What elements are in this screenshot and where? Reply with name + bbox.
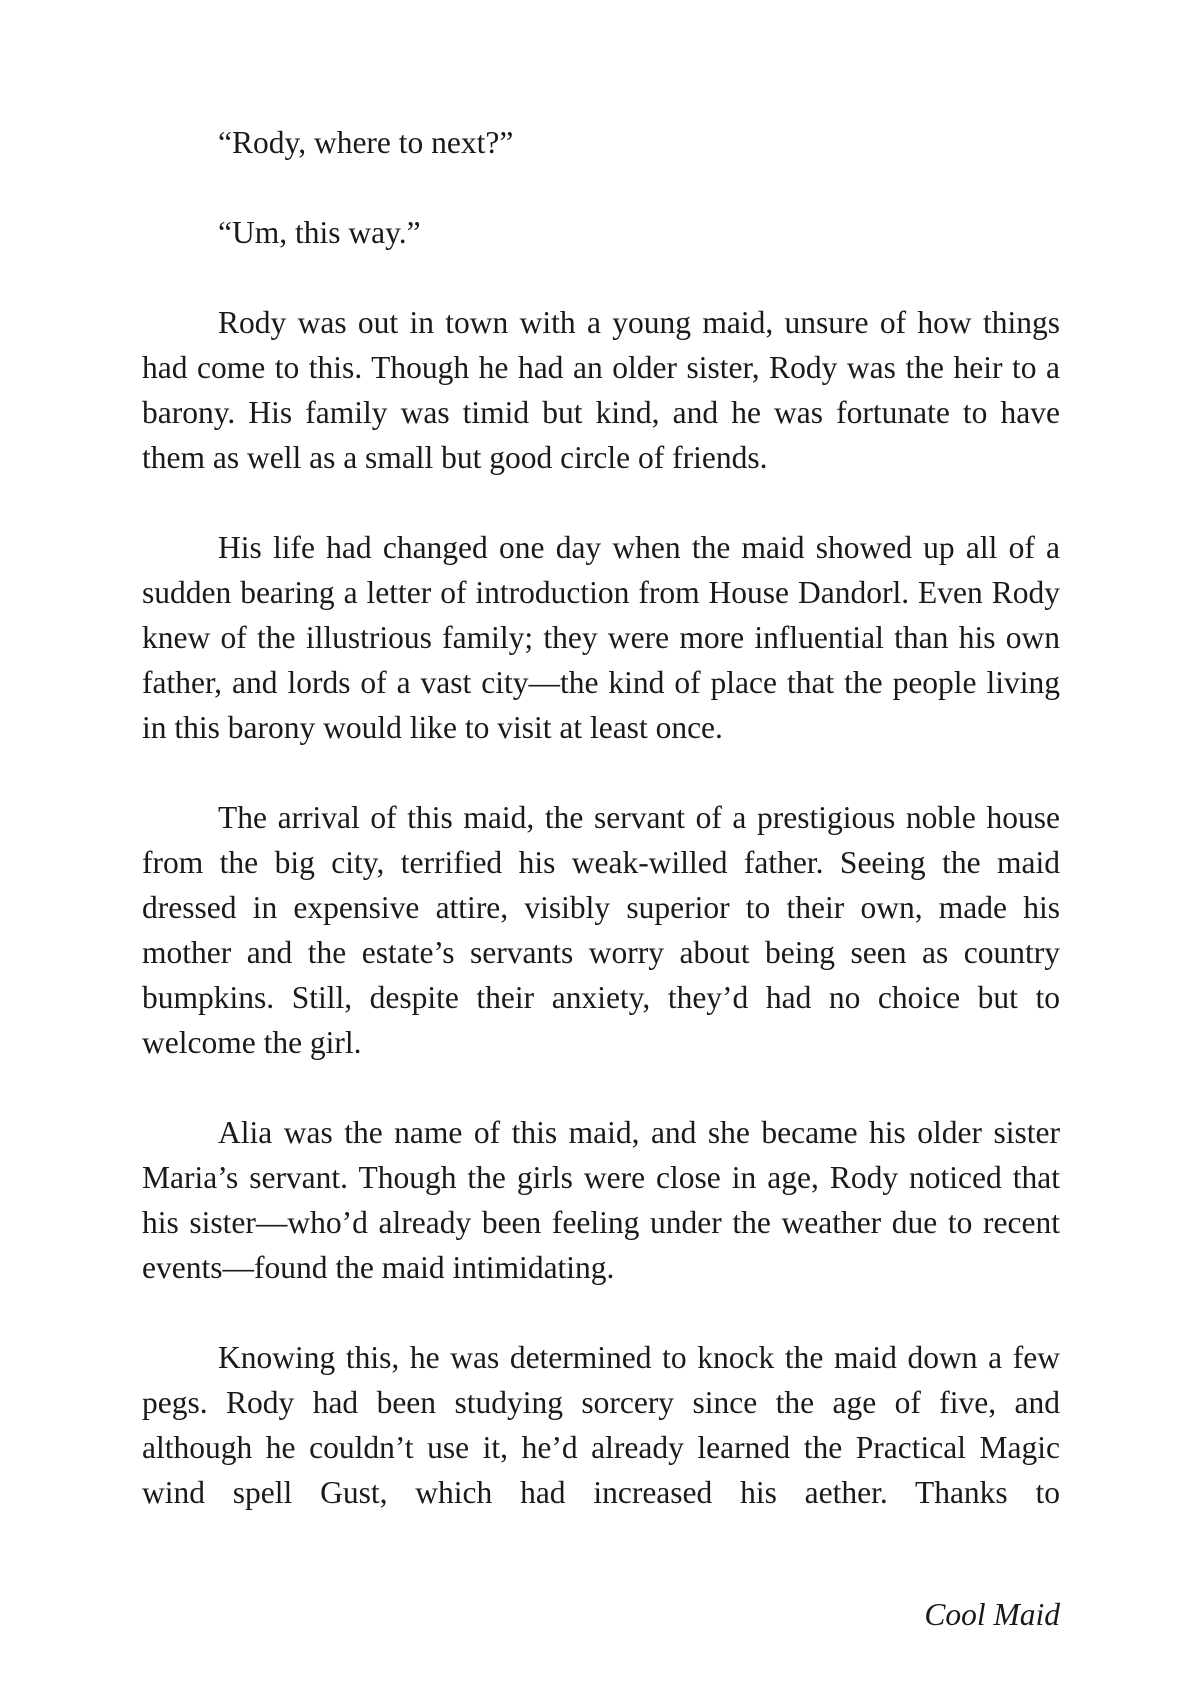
paragraph-narration-3: The arrival of this maid, the servant of a prestigious noble house from the big city, terrified his weak-willed father. Seeing the maid dressed in expensive attire, visibly superior to their own, made his mother and the estate’s servants worry about being seen as country bumpkins. Still, despite their anxiety, they’d had no choice but to welcome the girl. — [142, 800, 1060, 1060]
running-footer-title: Cool Maid — [924, 1597, 1060, 1632]
paragraph-dialogue-1: “Rody, where to next?” — [218, 125, 514, 160]
paragraph-narration-5: Knowing this, he was determined to knock the maid down a few pegs. Rody had been studying sorcery since the age of five, and although he couldn’t use it, he’d already learned the Practical Magic wind spell Gust, which had increased his aether. Thanks to — [142, 1340, 1060, 1510]
body-text — [142, 120, 1060, 1515]
paragraph-narration-2: His life had changed one day when the maid showed up all of a sudden bearing a letter of introduction from House Dandorl. Even Rody knew of the illustrious family; they were more influential than his own father, and lords of a vast city—the kind of place that the people living in this barony would like to visit at least once. — [142, 530, 1060, 745]
paragraph-narration-4: Alia was the name of this maid, and she became his older sister Maria’s servant. Though the girls were close in age, Rody noticed that his sister—who’d already been feeling under the weather due to recent events—found the maid intimidating. — [142, 1115, 1060, 1285]
paragraph-dialogue-2: “Um, this way.” — [218, 215, 421, 250]
paragraph-narration-1: Rody was out in town with a young maid, unsure of how things had come to this. Though he had an older sister, Rody was the heir to a barony. His family was timid but kind, and he was fortunate to have them as well as a small but good circle of friends. — [142, 305, 1060, 475]
